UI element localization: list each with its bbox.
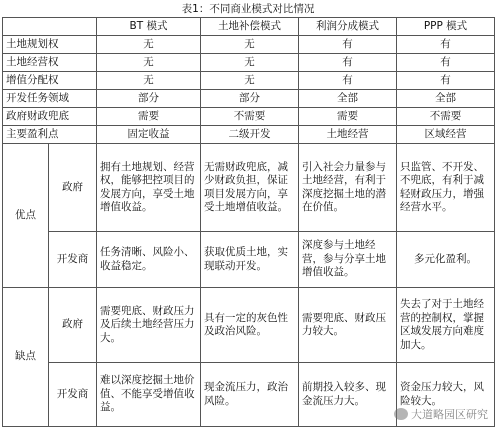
table-cell: 有 (397, 72, 495, 90)
table-caption: 表1：不同商业模式对比情况 (181, 3, 315, 15)
pros-group-label: 优点 (3, 144, 49, 288)
table-cell: 无 (201, 72, 299, 90)
row-label: 土地经营权 (3, 54, 97, 72)
table-cell: 全部 (397, 90, 495, 108)
row-label: 土地规划权 (3, 36, 97, 54)
table-cell: 无 (201, 36, 299, 54)
table-cell: 具有一定的灰色性及政治风险。 (201, 288, 299, 363)
table-cell: 有 (299, 36, 397, 54)
table-cell: 需要 (299, 108, 397, 126)
row-label: 开发任务领域 (3, 90, 97, 108)
table-cell: 多元化盈利。 (397, 232, 495, 288)
row-label: 主要盈利点 (3, 126, 97, 144)
comparison-table (2, 17, 495, 427)
header-row (3, 18, 495, 36)
header-ppp: PPP 模式 (397, 18, 495, 36)
table-cell: 二级开发 (201, 126, 299, 144)
table-row (3, 54, 495, 72)
table-cell: 只监管、不开发、不兜底，有利于减轻财政压力，增强经营水平。 (397, 144, 495, 232)
cons-gov-label: 政府 (49, 288, 97, 363)
table-cell: 有 (397, 36, 495, 54)
table-cell: 失去了对于土地经营的控制权，掌握区域发展方向难度加大。 (397, 288, 495, 363)
table-cell: 需要 (97, 108, 201, 126)
table-cell: 不需要 (397, 108, 495, 126)
table-cell: 前期投入较多、现金流压力大。 (299, 363, 397, 427)
table-cell: 无 (97, 72, 201, 90)
table-cell: 获取优质土地，实现联动开发。 (201, 232, 299, 288)
table-cell: 全部 (299, 90, 397, 108)
table-cell: 深度参与土地经营，参与分享土地增值收益。 (299, 232, 397, 288)
header-bt: BT 模式 (97, 18, 201, 36)
table-cell: 需要兜底、财政压力及后续土地经营压力大。 (97, 288, 201, 363)
table-cell: 任务清晰、风险小、收益稳定。 (97, 232, 201, 288)
table-cell: 有 (397, 54, 495, 72)
table-cell: 现金流压力，政治风险。 (201, 363, 299, 427)
table-cell: 引入社会力量参与土地经营，有利于深度挖掘土地的潜在价值。 (299, 144, 397, 232)
table-cell: 无 (201, 54, 299, 72)
table-cell: 有 (299, 72, 397, 90)
table-row (3, 288, 495, 363)
table-cell: 拥有土地规划、经营权，能够把控项目的发展方向，享受土地增值收益。 (97, 144, 201, 232)
header-land-compensation: 土地补偿模式 (201, 18, 299, 36)
row-label: 增值分配权 (3, 72, 97, 90)
table-row (3, 90, 495, 108)
wechat-logo-icon (394, 408, 408, 420)
table-cell: 无 (97, 54, 201, 72)
watermark-text: 大道略园区研究 (411, 408, 488, 421)
pros-dev-label: 开发商 (49, 232, 97, 288)
cons-dev-label: 开发商 (49, 363, 97, 427)
table-row (3, 72, 495, 90)
pros-gov-label: 政府 (49, 144, 97, 232)
table-row (3, 144, 495, 232)
table-cell: 不需要 (201, 108, 299, 126)
table-cell: 区域经营 (397, 126, 495, 144)
row-label: 政府财政兜底 (3, 108, 97, 126)
table-cell: 部分 (97, 90, 201, 108)
table-row (3, 36, 495, 54)
table-cell: 需要兜底、财政压力较大。 (299, 288, 397, 363)
table-row (3, 108, 495, 126)
table-row (3, 126, 495, 144)
table-cell: 难以深度挖掘土地价值、不能享受增值收益。 (97, 363, 201, 427)
table-cell: 无需财政兜底，减少财政负担，保证项目发展方向，享受土地增值收益。 (201, 144, 299, 232)
watermark (394, 406, 488, 422)
table-row (3, 232, 495, 288)
table-cell: 无 (97, 36, 201, 54)
table-cell: 有 (299, 54, 397, 72)
table-cell: 部分 (201, 90, 299, 108)
cons-group-label: 缺点 (3, 288, 49, 427)
header-profit-sharing: 利润分成模式 (299, 18, 397, 36)
header-corner (3, 18, 97, 36)
table-cell: 固定收益 (97, 126, 201, 144)
table-cell: 土地经营 (299, 126, 397, 144)
table-cell: 资金压力较大，风险较大。 (397, 363, 495, 427)
